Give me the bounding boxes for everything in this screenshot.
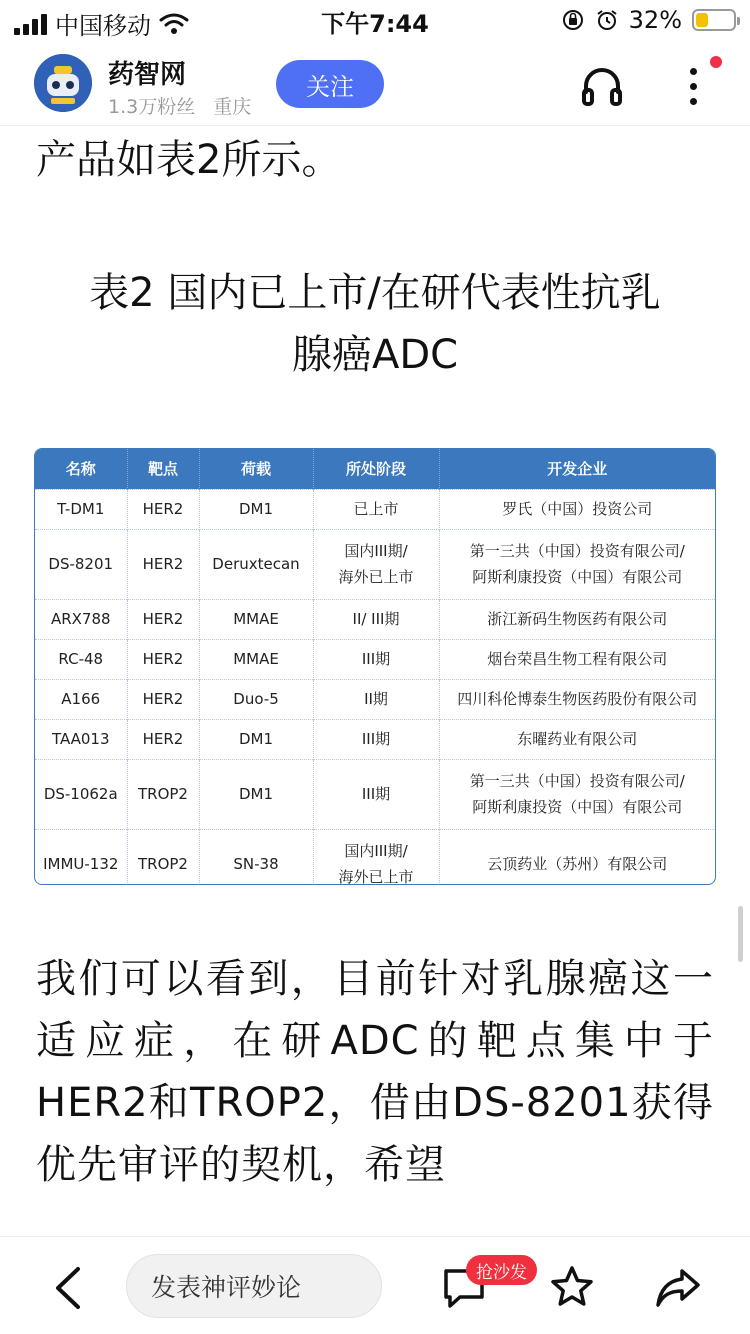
carrier-label: 中国移动 xyxy=(55,12,151,40)
cell-text: 国内III期/ xyxy=(344,842,408,861)
cell-text: 东曜药业有限公司 xyxy=(517,730,638,748)
article-paragraph: 产品如表2所示。 xyxy=(36,137,342,183)
cell-text: HER2 xyxy=(142,555,184,573)
share-icon[interactable] xyxy=(654,1263,702,1311)
table-cell xyxy=(35,529,127,599)
notification-dot xyxy=(710,56,722,68)
cell-text: TAA013 xyxy=(51,730,110,748)
follower-count: 1.3万粉丝 xyxy=(108,96,196,118)
cell-text: 烟台荣昌生物工程有限公司 xyxy=(487,650,668,668)
cell-text: 阿斯利康投资（中国）有限公司 xyxy=(472,568,683,586)
table-cell xyxy=(313,679,439,719)
headphones-icon[interactable] xyxy=(578,62,626,110)
table-cell xyxy=(127,599,199,639)
cell-text: DM1 xyxy=(238,785,274,803)
table-row xyxy=(35,529,715,599)
cell-text: A166 xyxy=(61,690,101,708)
cell-text: 已上市 xyxy=(353,500,399,518)
table-cell xyxy=(199,529,313,599)
bottom-bar xyxy=(0,1236,750,1334)
table-cell xyxy=(199,639,313,679)
comment-input[interactable]: 发表神评妙论 xyxy=(126,1254,382,1318)
table-cell xyxy=(439,759,715,829)
table-cell xyxy=(127,489,199,529)
table-cell xyxy=(439,719,715,759)
cell-text: DM1 xyxy=(238,730,274,748)
table-cell xyxy=(35,829,127,885)
table-cell xyxy=(199,679,313,719)
cell-text: DM1 xyxy=(238,500,274,518)
cell-text: TROP2 xyxy=(138,855,188,874)
cell-text: MMAE xyxy=(233,650,279,668)
robot-logo-icon xyxy=(34,54,92,112)
alarm-icon xyxy=(595,8,619,32)
table-cell xyxy=(35,719,127,759)
table-cell xyxy=(199,719,313,759)
table-cell xyxy=(313,599,439,639)
cell-text: RC-48 xyxy=(58,650,104,668)
cell-text: 国内III期/ xyxy=(344,542,408,560)
cell-text: 四川科伦博泰生物医药股份有限公司 xyxy=(457,690,698,708)
table-cell xyxy=(313,489,439,529)
table-cell xyxy=(35,599,127,639)
more-dot xyxy=(690,68,697,75)
cell-text: III期 xyxy=(361,730,391,748)
adc-table xyxy=(35,449,715,885)
col-header: 名称 xyxy=(35,449,127,489)
battery-percent: 32% xyxy=(628,6,682,34)
table-cell xyxy=(35,759,127,829)
avatar[interactable] xyxy=(34,54,92,112)
author-location: 重庆 xyxy=(213,96,252,118)
table-cell xyxy=(35,489,127,529)
cell-text: DS-8201 xyxy=(48,555,114,573)
more-dot xyxy=(690,83,697,90)
cell-text: 云顶药业（苏州）有限公司 xyxy=(487,855,668,874)
table-row xyxy=(35,489,715,529)
table-row xyxy=(35,679,715,719)
table-cell xyxy=(439,679,715,719)
table-caption-line: 腺癌ADC xyxy=(291,332,459,378)
table-cell xyxy=(35,679,127,719)
table-cell xyxy=(439,529,715,599)
table-cell xyxy=(199,759,313,829)
table-cell xyxy=(439,829,715,885)
cell-text: II期 xyxy=(364,690,388,708)
battery-fill xyxy=(696,13,708,27)
cell-text: II/ III期 xyxy=(352,610,400,628)
cell-text: HER2 xyxy=(142,500,184,518)
status-bar xyxy=(0,0,750,40)
table-cell xyxy=(127,679,199,719)
table-caption-line: 表2 国内已上市/在研代表性抗乳 xyxy=(89,270,661,316)
table-header-row xyxy=(35,449,715,489)
cell-text: 罗氏（中国）投资公司 xyxy=(502,500,653,518)
cell-text: III期 xyxy=(361,650,391,668)
table-cell xyxy=(127,719,199,759)
follow-button[interactable]: 关注 xyxy=(276,60,384,108)
cell-text: TROP2 xyxy=(138,785,188,803)
cell-text: ARX788 xyxy=(50,610,111,628)
cell-text: III期 xyxy=(361,785,391,803)
table-row xyxy=(35,759,715,829)
favorite-star-icon[interactable] xyxy=(548,1263,596,1311)
cell-text: Deruxtecan xyxy=(212,555,300,573)
table-row xyxy=(35,639,715,679)
table-cell xyxy=(439,639,715,679)
table-cell xyxy=(313,719,439,759)
table-cell xyxy=(313,529,439,599)
cell-text: 第一三共（中国）投资有限公司/ xyxy=(469,542,685,560)
table-cell xyxy=(199,489,313,529)
rotation-lock-icon xyxy=(561,8,585,32)
cell-text: T-DM1 xyxy=(57,500,105,518)
table-cell xyxy=(313,829,439,885)
more-dot xyxy=(690,98,697,105)
cell-text: 海外已上市 xyxy=(338,568,414,586)
cell-text: 阿斯利康投资（中国）有限公司 xyxy=(472,798,683,816)
cell-text: 浙江新码生物医药有限公司 xyxy=(487,610,668,628)
table-cell xyxy=(199,829,313,885)
col-header: 荷载 xyxy=(199,449,313,489)
table-row xyxy=(35,599,715,639)
table-cell xyxy=(127,829,199,885)
comment-badge: 抢沙发 xyxy=(466,1255,537,1285)
table-cell xyxy=(313,639,439,679)
col-header: 开发企业 xyxy=(439,449,715,489)
battery-icon xyxy=(692,9,736,31)
cell-text: MMAE xyxy=(233,610,279,628)
article-paragraph: 我们可以看到，目前针对乳腺癌这一适应症，在研ADC的靶点集中于HER2和TROP2，借由DS-8201获得优先审评的契机，希望 xyxy=(36,956,714,1188)
table-caption xyxy=(36,262,714,386)
table-row xyxy=(35,719,715,759)
table-cell xyxy=(35,639,127,679)
cell-text: HER2 xyxy=(142,730,184,748)
cell-text: HER2 xyxy=(142,610,184,628)
back-arrow-icon[interactable] xyxy=(50,1265,86,1311)
col-header: 所处阶段 xyxy=(313,449,439,489)
table-cell xyxy=(127,759,199,829)
cell-text: 海外已上市 xyxy=(338,868,414,885)
cell-text: Duo-5 xyxy=(233,690,279,708)
table-row xyxy=(35,829,715,885)
scrollbar[interactable] xyxy=(738,906,743,962)
status-time: 下午7:44 xyxy=(321,10,429,38)
table-cell xyxy=(439,599,715,639)
table-cell xyxy=(127,639,199,679)
cell-text: IMMU-132 xyxy=(43,855,119,874)
more-menu-icon[interactable] xyxy=(678,58,708,114)
table-cell xyxy=(313,759,439,829)
cell-text: DS-1062a xyxy=(43,785,118,803)
table-cell xyxy=(127,529,199,599)
cell-text: HER2 xyxy=(142,650,184,668)
table-cell xyxy=(439,489,715,529)
cell-text: HER2 xyxy=(142,690,184,708)
adc-table-image[interactable] xyxy=(34,448,716,885)
cell-text: 第一三共（中国）投资有限公司/ xyxy=(469,772,685,790)
article-header xyxy=(0,48,750,126)
author-name[interactable]: 药智网 xyxy=(108,60,187,90)
author-meta xyxy=(108,92,251,119)
status-right xyxy=(561,6,736,34)
cell-text: SN-38 xyxy=(233,855,279,874)
table-cell xyxy=(199,599,313,639)
col-header: 靶点 xyxy=(127,449,199,489)
